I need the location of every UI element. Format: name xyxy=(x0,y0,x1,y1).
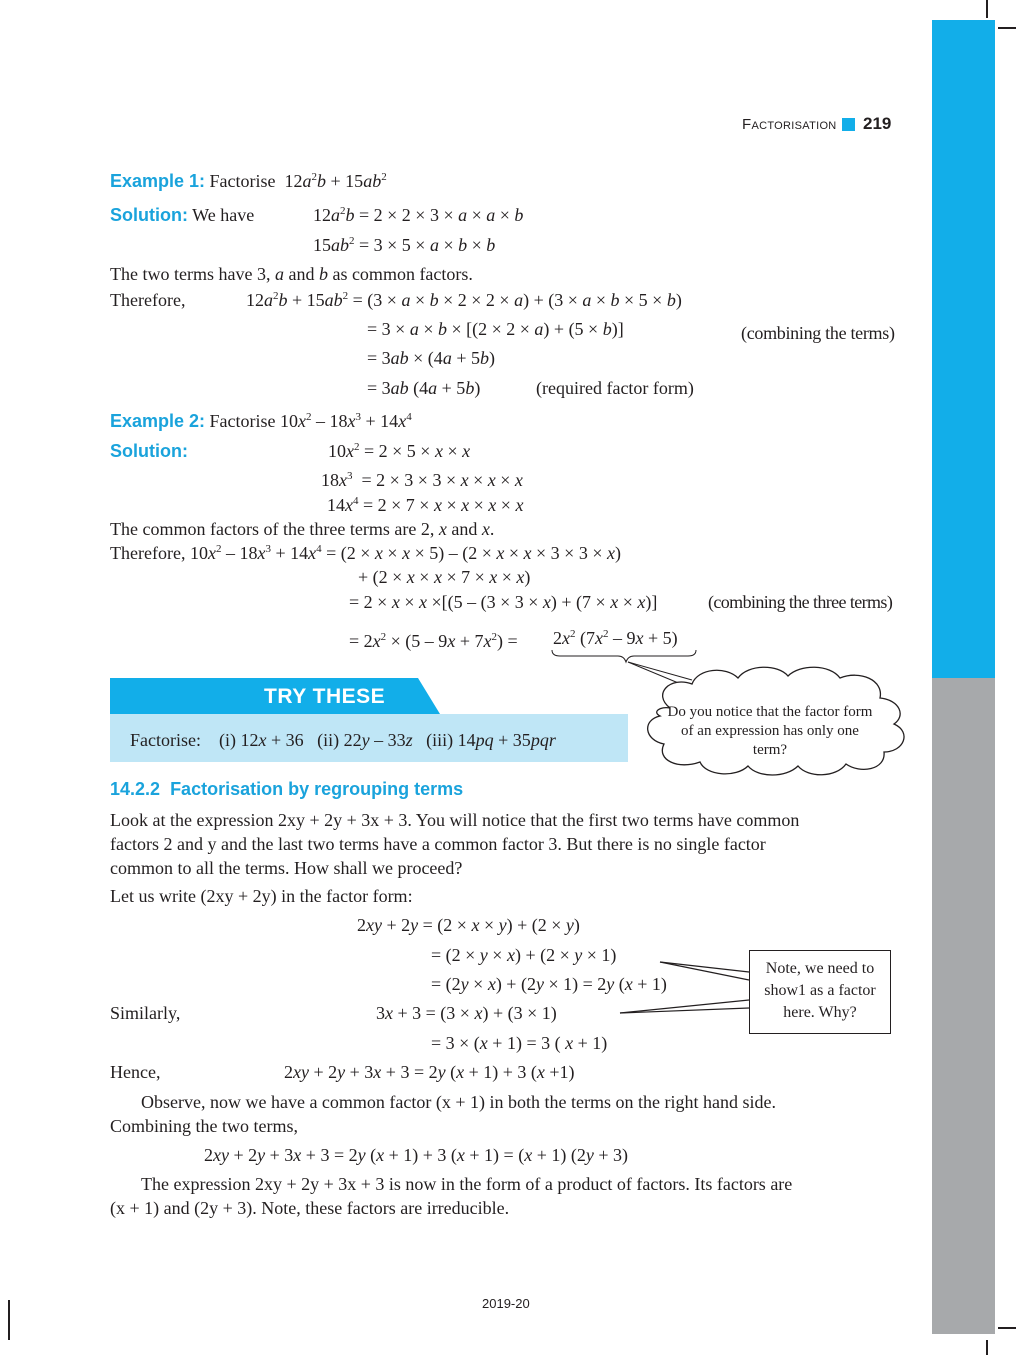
math-line: = 2 × x × x ×[(5 – (3 × 3 × x) + (7 × x × x)] xyxy=(349,592,658,612)
cloud-note-text: Do you notice that the factor form of an expression has only one term? xyxy=(667,704,873,758)
math-line: $12a^2b + 15ab^2 = (3 \times a \times b \times 2 \times 2 \times a) + (3 \times a \times b \times 5 \times b)$ xyxy=(246,290,682,310)
paragraph: Look at the expression 2xy + 2y + 3x + 3. You will notice that the first two terms have common factors 2 and y and the last two terms have a common factor 3. But there is no single factor common to all the terms. How shall we proceed? xyxy=(110,810,800,878)
math-line: $12a^2b = 2 \times 2 \times 3 \times a \times a \times b$ xyxy=(313,205,524,225)
try-these-title: TRY THESE xyxy=(264,685,386,708)
paragraph: The expression 2xy + 2y + 3x + 3 is now in the form of a product of factors. Its factors are (x + 1) and (2y + 3). Note, these factors are irreducible. xyxy=(110,1174,793,1218)
math-line: = (2y × x) + (2y × 1) = 2y (x + 1) xyxy=(431,974,667,994)
math-line: 2xy + 2y + 3x + 3 = 2y (x + 1) + 3 (x + 1) = (x + 1) (2y + 3) xyxy=(204,1145,628,1165)
math-line: = 3ab × (4a + 5b) xyxy=(367,348,495,368)
comment: (combining the terms) xyxy=(741,323,895,343)
math-line: 2xy + 2y = (2 × x × y) + (2 × y) xyxy=(357,915,580,935)
math-line: 3x + 3 = (3 × x) + (3 × 1) xyxy=(376,1003,557,1023)
math-line: 2xy + 2y + 3x + 3 = 2y (x + 1) + 3 (x +1) xyxy=(284,1062,575,1082)
note-box-text: Note, we need to show1 as a factor here. Why? xyxy=(764,960,876,1021)
hence-label: Hence, xyxy=(110,1062,161,1082)
comment: (combining the three terms) xyxy=(708,592,893,612)
similarly-label: Similarly, xyxy=(110,1003,181,1023)
example2-solution-label: Solution: xyxy=(110,441,188,461)
math-line-final: $2x^2$ $(7x^2 - 9x + 5)$ xyxy=(553,628,678,648)
math-line: $10x^2 = 2 \times 5 \times x \times x$ xyxy=(328,441,471,461)
math-line: = (2 × y × x) + (2 × y × 1) xyxy=(431,945,617,965)
math-line: $14x^4 = 2 \times 7 \times x \times x \times x \times x$ xyxy=(327,495,524,515)
example1-heading: Example 1: Factorise $12a^2b + 15ab^2$ xyxy=(110,171,387,191)
running-header: Factorisation xyxy=(742,116,837,133)
paragraph: Observe, now we have a common factor (x + 1) in both the terms on the right hand side. Combining the two terms, xyxy=(110,1092,776,1136)
page-number: 219 xyxy=(863,114,892,133)
math-line: $15ab^2 = 3 \times 5 \times a \times b \times b$ xyxy=(313,235,496,255)
try-these-items: Factorise: (i) 12x + 36 (ii) 22y – 33z (iii) 14pq + 35pqr xyxy=(130,730,556,750)
example1-common-text: The two terms have 3, a and b as common factors. xyxy=(110,264,473,284)
math-line: = 3 × (x + 1) = 3 ( x + 1) xyxy=(431,1033,608,1053)
callout-line xyxy=(628,662,692,680)
example2-common-text: The common factors of the three terms are 2, x and x. xyxy=(110,519,495,539)
math-line: = 3ab (4a + 5b) xyxy=(367,378,481,398)
underbrace-icon xyxy=(552,650,696,662)
section-heading: 14.2.2 Factorisation by regrouping terms xyxy=(110,779,464,799)
math-line: Therefore, $10x^2 - 18x^3 + 14x^4 = (2 \times x \times x \times 5) - (2 \times x \times x \times 3 \times 3 \times x)$ xyxy=(110,543,621,563)
math-line: = $2x^2 \times (5 - 9x + 7x^2)$ = xyxy=(349,631,518,651)
paragraph: Let us write (2xy + 2y) in the factor form: xyxy=(110,886,413,906)
math-line: = 3 × a × b × [(2 × 2 × a) + (5 × b)] xyxy=(367,319,624,339)
comment: (required factor form) xyxy=(536,378,694,398)
example2-heading: Example 2: Factorise $10x^2 - 18x^3 + 14x^4$ xyxy=(110,411,412,431)
footer-year: 2019-20 xyxy=(482,1296,530,1311)
example1-solution-label: Solution: We have xyxy=(110,205,255,225)
therefore-label: Therefore, xyxy=(110,290,186,310)
math-line: + (2 × x × x × 7 × x × x) xyxy=(358,567,531,587)
math-line: $18x^3 = 2 \times 3 \times 3 \times x \times x \times x$ xyxy=(321,470,523,490)
